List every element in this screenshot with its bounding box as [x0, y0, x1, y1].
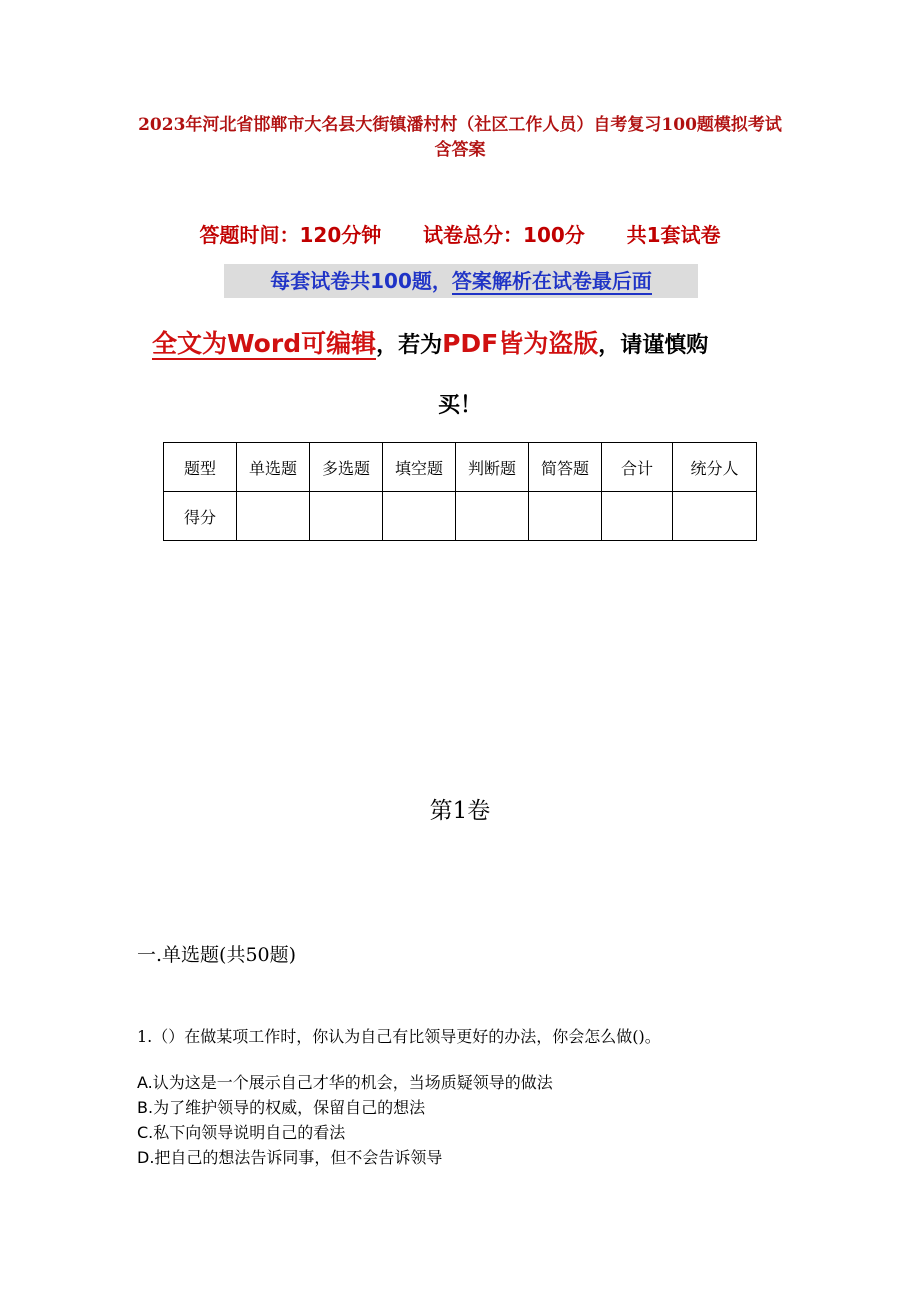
warning-text-3: 买！ — [437, 393, 482, 418]
table-header-row — [164, 443, 757, 492]
table-cell — [673, 492, 757, 541]
option-text: 认为这是一个展示自己才华的机会，当场质疑领导的做法 — [152, 1073, 553, 1092]
option-a — [137, 1071, 553, 1095]
option-text: 把自己的想法告诉同事，但不会告诉领导 — [154, 1148, 443, 1167]
table-cell — [237, 492, 310, 541]
table-header-cell: 判断题 — [456, 443, 529, 492]
table-cell — [383, 492, 456, 541]
table-header-cell: 简答题 — [529, 443, 602, 492]
table-cell — [529, 492, 602, 541]
table-header-cell: 统分人 — [673, 443, 757, 492]
option-text: 为了维护领导的权威，保留自己的想法 — [153, 1098, 426, 1117]
table-row — [164, 492, 757, 541]
table-header-cell: 多选题 — [310, 443, 383, 492]
table-header-cell: 单选题 — [237, 443, 310, 492]
warning-text-2: ，请谨慎购 — [598, 333, 709, 358]
warning-text-1: ，若为 — [376, 333, 443, 358]
table-cell — [602, 492, 673, 541]
table-row-label: 得分 — [164, 492, 237, 541]
volume-heading: 第1卷 — [429, 798, 491, 824]
option-letter: C. — [137, 1123, 154, 1142]
piracy-warning — [152, 326, 792, 364]
score-table — [163, 442, 757, 541]
editable-note: 全文为Word可编辑 — [152, 329, 377, 358]
question-text: 1.（）在做某项工作时，你认为自己有比领导更好的办法，你会怎么做()。 — [137, 1027, 661, 1046]
exam-info-line: 答题时间：120分钟 试卷总分：100分 共1套试卷 — [199, 223, 721, 247]
table-header-cell: 题型 — [164, 443, 237, 492]
option-b — [137, 1096, 425, 1120]
option-c — [137, 1121, 345, 1145]
table-header-cell: 合计 — [602, 443, 673, 492]
table-cell — [456, 492, 529, 541]
pdf-note: PDF皆为盗版 — [442, 329, 599, 358]
notice-part-b: 答案解析在试卷最后面 — [451, 269, 652, 293]
table-header-cell: 填空题 — [383, 443, 456, 492]
option-d — [137, 1146, 442, 1170]
notice-part-a: 每套试卷共100题， — [270, 269, 452, 293]
answer-notice — [224, 264, 698, 298]
option-letter: A. — [137, 1073, 153, 1092]
option-letter: D. — [137, 1148, 155, 1167]
option-text: 私下向领导说明自己的看法 — [153, 1123, 346, 1142]
document-title: 2023年河北省邯郸市大名县大街镇潘村村（社区工作人员）自考复习100题模拟考试含答案 — [138, 115, 782, 160]
section-heading: 一.单选题(共50题) — [137, 944, 297, 966]
option-letter: B. — [137, 1098, 154, 1117]
table-cell — [310, 492, 383, 541]
